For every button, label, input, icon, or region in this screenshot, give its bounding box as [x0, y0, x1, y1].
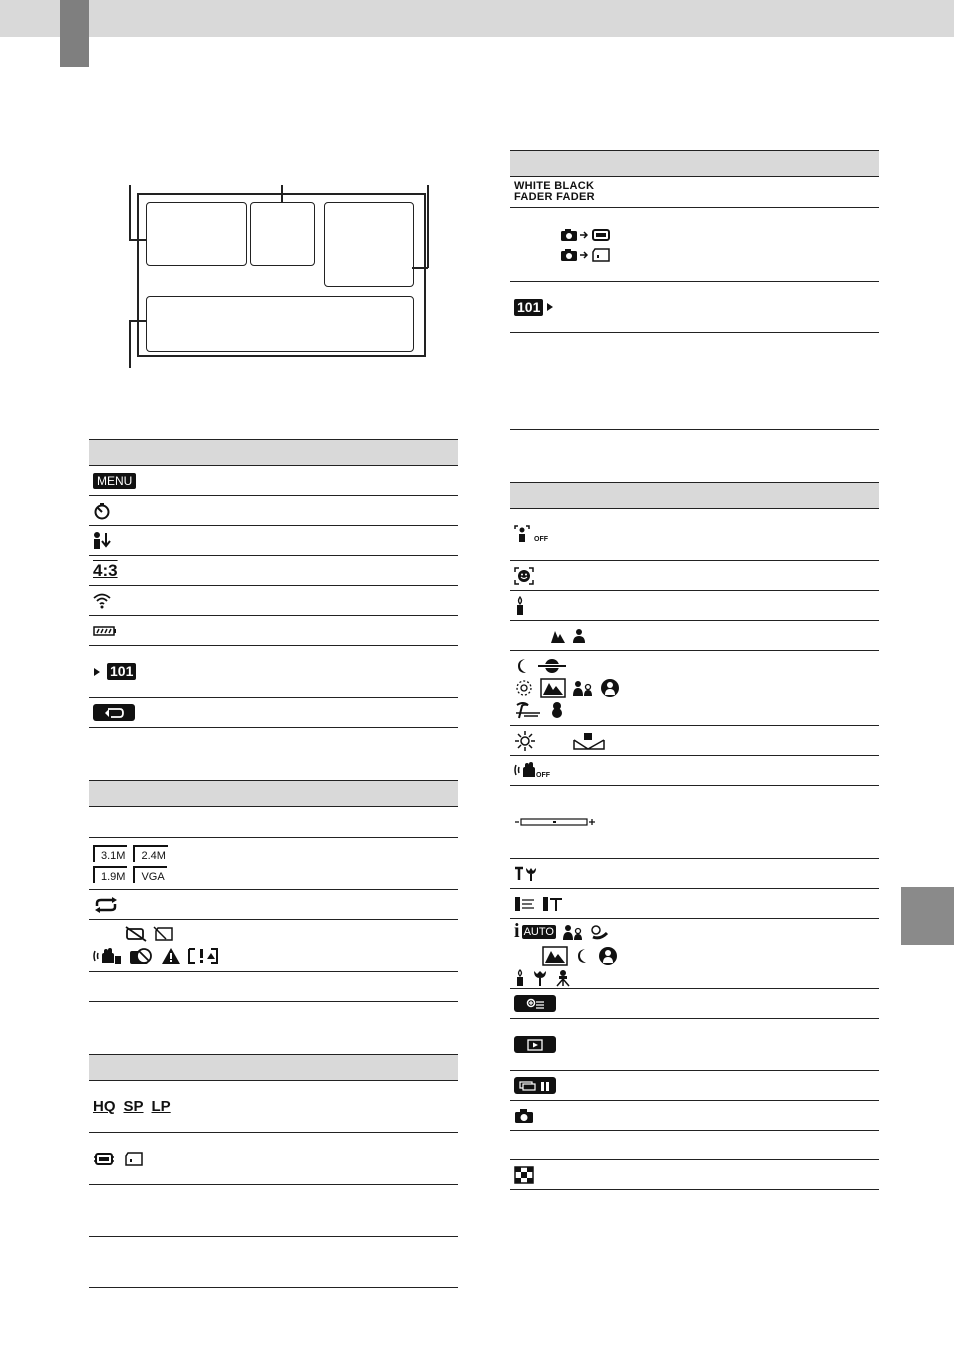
table-row — [510, 591, 879, 621]
area-upper-left — [146, 202, 247, 266]
folder-icon: 101 — [514, 299, 543, 316]
table-row — [510, 889, 879, 919]
callout-line-right-h — [412, 267, 428, 269]
card-error-icon — [153, 926, 175, 942]
table-header — [510, 150, 879, 177]
table-row — [510, 726, 879, 756]
recording-options-button-icon — [514, 995, 556, 1012]
right-table-1 — [510, 150, 879, 430]
image-size-3.1m-icon: 3.1M — [93, 845, 127, 862]
fader-label-line-2: FADER FADER — [514, 191, 595, 203]
face-detection-icon — [93, 531, 111, 551]
callout-line-center — [281, 185, 283, 202]
table-row — [510, 333, 879, 430]
landscape-framed-icon — [540, 678, 566, 698]
aspect-ratio-icon: 4:3 — [93, 560, 118, 580]
image-size-1.9m-icon: 1.9M — [93, 866, 127, 883]
callout-line-bottom — [129, 320, 131, 368]
area-upper-right — [324, 202, 414, 287]
battery-icon — [93, 625, 117, 637]
header-band — [0, 0, 954, 37]
intelligent-auto-icon: AUTO — [523, 925, 554, 938]
arrow-right-icon — [580, 231, 588, 239]
slideshow-pause-button-icon — [514, 1077, 556, 1094]
section-index-tab — [901, 887, 954, 945]
macro-icon — [532, 969, 548, 987]
table-row — [510, 786, 879, 859]
camera-icon — [560, 228, 578, 242]
return-button-icon — [93, 704, 135, 721]
table-row — [89, 646, 458, 698]
table-row — [510, 1160, 879, 1190]
wind-noise-reduction-icon — [514, 895, 536, 913]
image-size-2.4m-icon: 2.4M — [133, 845, 167, 862]
landscape-icon — [550, 628, 566, 644]
self-timer-icon — [93, 502, 111, 520]
left-table-1 — [89, 439, 458, 728]
table-row — [89, 496, 458, 526]
table-row — [89, 1133, 458, 1185]
play-arrow-icon — [546, 302, 554, 312]
internal-memory-icon — [93, 1151, 117, 1167]
table-row — [510, 1131, 879, 1160]
smile-shutter-icon — [514, 567, 534, 585]
night-scene-icon — [514, 657, 532, 675]
table-row — [510, 859, 879, 889]
table-row — [510, 208, 879, 282]
table-row — [510, 282, 879, 333]
mosaic-icon — [514, 1166, 534, 1184]
table-header — [510, 482, 879, 509]
tripod-icon — [554, 969, 572, 987]
low-light-icon — [514, 596, 526, 616]
sunrise-sunset-icon — [538, 658, 566, 674]
table-row — [510, 509, 879, 561]
arrow-right-icon — [580, 251, 588, 259]
quality-sp-icon: SP — [123, 1098, 144, 1115]
chapter-tab — [60, 0, 89, 67]
right-table-2 — [510, 482, 879, 1190]
card-warning-icon — [187, 947, 219, 965]
table-row — [89, 526, 458, 556]
table-row — [89, 890, 458, 920]
table-row — [89, 807, 458, 838]
portrait-pair-icon — [562, 923, 584, 941]
table-row — [510, 1071, 879, 1101]
fireworks-icon — [514, 678, 534, 698]
table-row — [510, 561, 879, 591]
table-row — [89, 1237, 458, 1288]
white-balance-outdoor-icon — [514, 730, 536, 752]
camera-shake-warning-icon — [93, 947, 123, 965]
table-row — [510, 621, 879, 651]
screen-layout-diagram — [120, 180, 440, 370]
table-row — [89, 838, 458, 890]
table-row — [89, 920, 458, 972]
camera-icon — [560, 248, 578, 262]
folder-icon: 101 — [107, 663, 136, 680]
quality-hq-icon: HQ — [93, 1098, 116, 1115]
table-row — [89, 972, 458, 1002]
table-row — [89, 466, 458, 496]
table-row — [510, 177, 879, 208]
table-row — [89, 556, 458, 586]
warning-triangle-icon — [161, 947, 181, 965]
table-row — [510, 919, 879, 989]
night-scene-icon — [574, 947, 592, 965]
table-row — [89, 616, 458, 646]
table-row — [89, 1081, 458, 1133]
table-row — [510, 989, 879, 1019]
menu-icon: MENU — [93, 473, 136, 489]
low-light-icon — [514, 969, 526, 987]
portrait-icon — [572, 628, 586, 644]
exposure-slider-icon — [514, 817, 596, 827]
table-row — [510, 651, 879, 726]
area-upper-center — [250, 202, 315, 266]
off-label: OFF — [534, 536, 548, 543]
beach-icon — [514, 701, 542, 719]
callout-line-left-h — [129, 239, 146, 241]
table-header — [89, 1054, 458, 1081]
spotlight-icon — [600, 678, 620, 698]
left-table-3 — [89, 1054, 458, 1288]
callout-line-left — [129, 185, 131, 240]
table-header — [89, 439, 458, 466]
off-label: OFF — [536, 772, 550, 779]
table-row — [510, 1101, 879, 1131]
microphone-level-icon — [542, 895, 564, 913]
memory-card-icon — [123, 1151, 145, 1167]
play-mode-button-icon — [514, 1036, 556, 1053]
table-row — [89, 586, 458, 616]
table-row — [510, 756, 879, 786]
spotlight-icon — [598, 946, 618, 966]
table-row — [510, 1019, 879, 1071]
table-header — [89, 780, 458, 807]
snow-icon — [548, 701, 566, 719]
camera-icon — [514, 1108, 534, 1124]
play-arrow-icon — [93, 667, 101, 677]
tele-macro-icon — [514, 866, 538, 882]
memory-card-icon — [590, 247, 612, 263]
portrait-pair-icon — [572, 679, 594, 697]
intelligent-auto-i-icon: i — [514, 920, 520, 942]
memory-error-icon — [125, 926, 147, 942]
quality-lp-icon: LP — [151, 1098, 171, 1115]
baby-icon — [590, 923, 608, 941]
internal-memory-icon — [590, 227, 612, 243]
table-row — [89, 1185, 458, 1237]
repeat-icon — [93, 897, 119, 913]
area-bottom — [146, 296, 414, 352]
landscape-framed-icon — [542, 946, 568, 966]
table-row — [89, 698, 458, 728]
fader-label-line-1: WHITE BLACK — [514, 180, 595, 192]
callout-line-right — [427, 185, 429, 268]
left-table-2 — [89, 780, 458, 1002]
camera-overheat-icon — [129, 946, 155, 966]
one-push-white-balance-icon — [572, 732, 606, 750]
wireless-icon — [93, 593, 111, 609]
callout-line-bottom-h — [129, 320, 146, 322]
image-size-vga-icon: VGA — [133, 866, 166, 883]
